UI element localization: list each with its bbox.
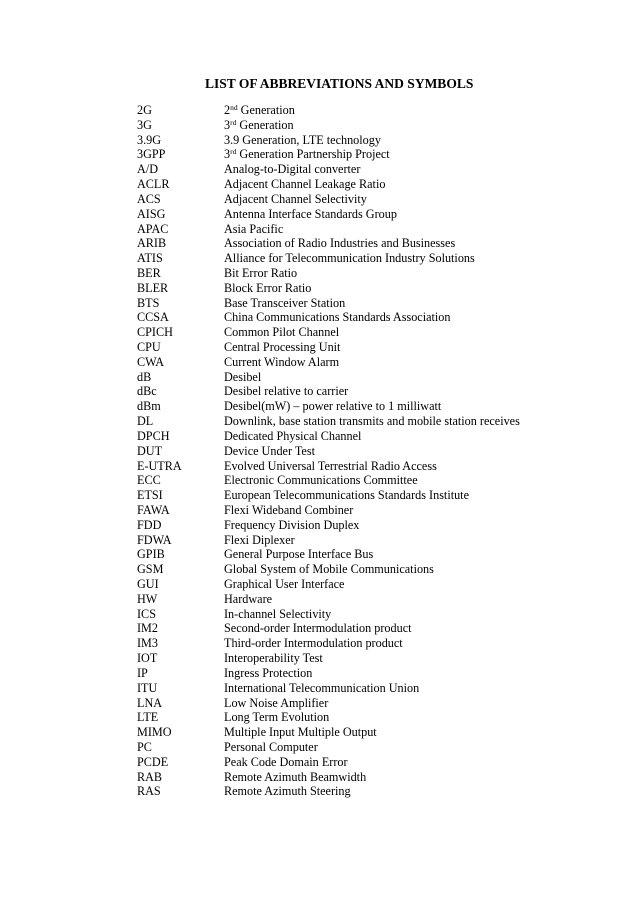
list-item: [137, 459, 617, 474]
abbreviation-term: FDD: [137, 517, 162, 532]
list-item: [137, 251, 617, 266]
definition-number: 3: [224, 147, 231, 162]
list-item: [137, 577, 617, 592]
abbreviation-term: MIMO: [137, 725, 172, 740]
list-item: [137, 310, 617, 325]
abbreviation-term: 3G: [137, 117, 152, 132]
definition-number: 3: [224, 117, 231, 132]
list-item: [137, 399, 617, 414]
abbreviation-definition: Personal Computer: [224, 739, 318, 754]
list-item: [137, 222, 617, 237]
abbreviation-term: DL: [137, 414, 154, 429]
abbreviation-definition: Interoperability Test: [224, 651, 323, 666]
abbreviation-term: DPCH: [137, 428, 170, 443]
list-item: [137, 770, 617, 785]
abbreviation-definition: Current Window Alarm: [224, 354, 340, 369]
abbreviation-definition: Block Error Ratio: [224, 280, 312, 295]
abbreviation-definition: Long Term Evolution: [224, 710, 330, 725]
abbreviation-term: GSM: [137, 562, 164, 577]
abbreviation-definition: Peak Code Domain Error: [224, 754, 348, 769]
abbreviation-term: ETSI: [137, 488, 163, 503]
abbreviation-definition: Adjacent Channel Leakage Ratio: [224, 177, 386, 192]
abbreviation-definition: Dedicated Physical Channel: [224, 428, 362, 443]
abbreviation-definition: Alliance for Telecommunication Industry Solutions: [224, 251, 475, 266]
abbreviation-term: CWA: [137, 354, 165, 369]
list-item: [137, 355, 617, 370]
abbreviation-definition: Remote Azimuth Steering: [224, 784, 351, 799]
abbreviation-term: ARIB: [137, 236, 167, 251]
list-item: [137, 266, 617, 281]
abbreviation-term: ACLR: [137, 177, 170, 192]
page-title: LIST OF ABBREVIATIONS AND SYMBOLS: [205, 76, 474, 91]
abbreviation-definition: Ingress Protection: [224, 665, 313, 680]
definition-number: 2: [224, 103, 231, 117]
ordinal-superscript: nd: [230, 103, 238, 112]
list-item: [137, 533, 617, 548]
abbreviation-term: E-UTRA: [137, 458, 182, 473]
definition-text: Generation: [236, 117, 294, 132]
list-item: [137, 621, 617, 636]
list-item: [137, 192, 617, 207]
abbreviation-term: IOT: [137, 651, 158, 666]
abbreviation-definition: Hardware: [224, 591, 273, 606]
abbreviation-definition: China Communications Standards Association: [224, 310, 451, 325]
abbreviation-term: RAS: [137, 784, 161, 799]
abbreviation-term: IP: [137, 665, 148, 680]
abbreviation-term: dB: [137, 369, 152, 384]
list-item: [137, 281, 617, 296]
list-item: [137, 429, 617, 444]
abbreviation-term: LNA: [137, 695, 163, 710]
abbreviation-definition: Remote Azimuth Beamwidth: [224, 769, 367, 784]
list-item: [137, 740, 617, 755]
list-item: [137, 296, 617, 311]
list-item: [137, 103, 617, 118]
abbreviation-term: HW: [137, 591, 158, 606]
abbreviation-definition: 3.9 Generation, LTE technology: [224, 132, 381, 147]
list-item: [137, 177, 617, 192]
abbreviation-term: RAB: [137, 769, 163, 784]
list-item: [137, 681, 617, 696]
abbreviation-term: ECC: [137, 473, 161, 488]
abbreviation-term: 3GPP: [137, 147, 166, 162]
abbreviation-definition: Flexi Wideband Combiner: [224, 502, 354, 517]
abbreviation-definition: Association of Radio Industries and Businesses: [224, 236, 456, 251]
abbreviation-term: ATIS: [137, 251, 163, 266]
ordinal-superscript: rd: [230, 147, 237, 157]
list-item: [137, 162, 617, 177]
abbreviation-definition: Global System of Mobile Communications: [224, 562, 434, 577]
abbreviation-term: BER: [137, 265, 161, 280]
abbreviation-definition: Downlink, base station transmits and mobile station receives: [224, 414, 520, 429]
abbreviation-term: BLER: [137, 280, 169, 295]
abbreviation-term: CPU: [137, 340, 161, 354]
abbreviation-definition: Analog-to-Digital converter: [224, 162, 361, 177]
abbreviation-definition: Third-order Intermodulation product: [224, 636, 403, 651]
abbreviation-term: ICS: [137, 606, 156, 621]
list-item: [137, 518, 617, 533]
abbreviation-definition: Low Noise Amplifier: [224, 695, 329, 710]
list-item: [137, 666, 617, 681]
abbreviation-definition: Frequency Division Duplex: [224, 517, 360, 532]
abbreviation-definition: Flexi Diplexer: [224, 532, 295, 547]
abbreviation-definition: Device Under Test: [224, 443, 315, 458]
abbreviation-term: ITU: [137, 680, 158, 695]
list-item: [137, 340, 617, 355]
abbreviation-term: LTE: [137, 710, 159, 725]
abbreviation-term: CPICH: [137, 325, 173, 340]
abbreviation-term: 3.9G: [137, 132, 162, 147]
list-item: [137, 784, 617, 799]
abbreviation-term: AISG: [137, 206, 166, 221]
abbreviation-definition: Central Processing Unit: [224, 340, 341, 354]
list-item: [137, 755, 617, 770]
abbreviation-term: PCDE: [137, 754, 169, 769]
abbreviation-term: DUT: [137, 443, 163, 458]
abbreviation-definition: Base Transceiver Station: [224, 295, 346, 310]
abbreviation-definition: [224, 147, 617, 162]
abbreviation-term: APAC: [137, 221, 169, 236]
abbreviation-term: CCSA: [137, 310, 169, 325]
list-item: [137, 503, 617, 518]
abbreviation-term: IM2: [137, 621, 158, 636]
abbreviation-term: 2G: [137, 103, 152, 117]
abbreviation-term: IM3: [137, 636, 158, 651]
abbreviation-term: GUI: [137, 577, 159, 591]
list-item: [137, 562, 617, 577]
abbreviation-definition: [224, 118, 617, 133]
abbreviation-definition: Asia Pacific: [224, 221, 284, 236]
abbreviation-definition: Common Pilot Channel: [224, 325, 340, 340]
abbreviation-term: FDWA: [137, 532, 172, 547]
list-item: [137, 384, 617, 399]
list-item: [137, 325, 617, 340]
list-item: [137, 118, 617, 133]
list-item: [137, 651, 617, 666]
list-item: [137, 444, 617, 459]
abbreviation-term: ACS: [137, 191, 161, 206]
definition-text: Generation Partnership Project: [236, 147, 390, 162]
list-item: [137, 207, 617, 222]
abbreviation-term: FAWA: [137, 502, 170, 517]
list-item: [137, 696, 617, 711]
list-item: [137, 236, 617, 251]
list-item: [137, 133, 617, 148]
definition-text: Generation: [237, 103, 295, 117]
list-item: [137, 725, 617, 740]
abbreviation-term: PC: [137, 739, 152, 754]
abbreviation-definition: Evolved Universal Terrestrial Radio Access: [224, 458, 437, 473]
abbreviation-definition: Adjacent Channel Selectivity: [224, 191, 367, 206]
abbreviation-list: [137, 103, 617, 799]
list-item: [137, 370, 617, 385]
abbreviation-definition: Desibel relative to carrier: [224, 384, 349, 399]
abbreviation-definition: European Telecommunications Standards Institute: [224, 488, 469, 503]
list-item: [137, 636, 617, 651]
abbreviation-definition: General Purpose Interface Bus: [224, 547, 374, 562]
abbreviation-definition: Bit Error Ratio: [224, 265, 298, 280]
list-item: [137, 473, 617, 488]
abbreviation-definition: Desibel(mW) – power relative to 1 milliwatt: [224, 399, 442, 414]
abbreviation-definition: Electronic Communications Committee: [224, 473, 418, 488]
abbreviation-term: GPIB: [137, 547, 165, 562]
abbreviation-definition: [224, 103, 617, 118]
list-item: [137, 547, 617, 562]
list-item: [137, 592, 617, 607]
abbreviation-definition: International Telecommunication Union: [224, 680, 420, 695]
list-item: [137, 488, 617, 503]
ordinal-superscript: rd: [230, 117, 237, 127]
abbreviation-term: A/D: [137, 162, 158, 177]
list-item: [137, 710, 617, 725]
abbreviation-definition: Second-order Intermodulation product: [224, 621, 412, 636]
abbreviation-definition: Desibel: [224, 369, 262, 384]
abbreviation-term: dBm: [137, 399, 161, 414]
abbreviation-definition: In-channel Selectivity: [224, 606, 332, 621]
abbreviation-definition: Antenna Interface Standards Group: [224, 206, 397, 221]
list-item: [137, 414, 617, 429]
abbreviation-term: dBc: [137, 384, 157, 399]
abbreviation-term: BTS: [137, 295, 160, 310]
abbreviation-definition: Graphical User Interface: [224, 577, 345, 591]
abbreviation-definition: Multiple Input Multiple Output: [224, 725, 377, 740]
list-item: [137, 607, 617, 622]
list-item: [137, 147, 617, 162]
